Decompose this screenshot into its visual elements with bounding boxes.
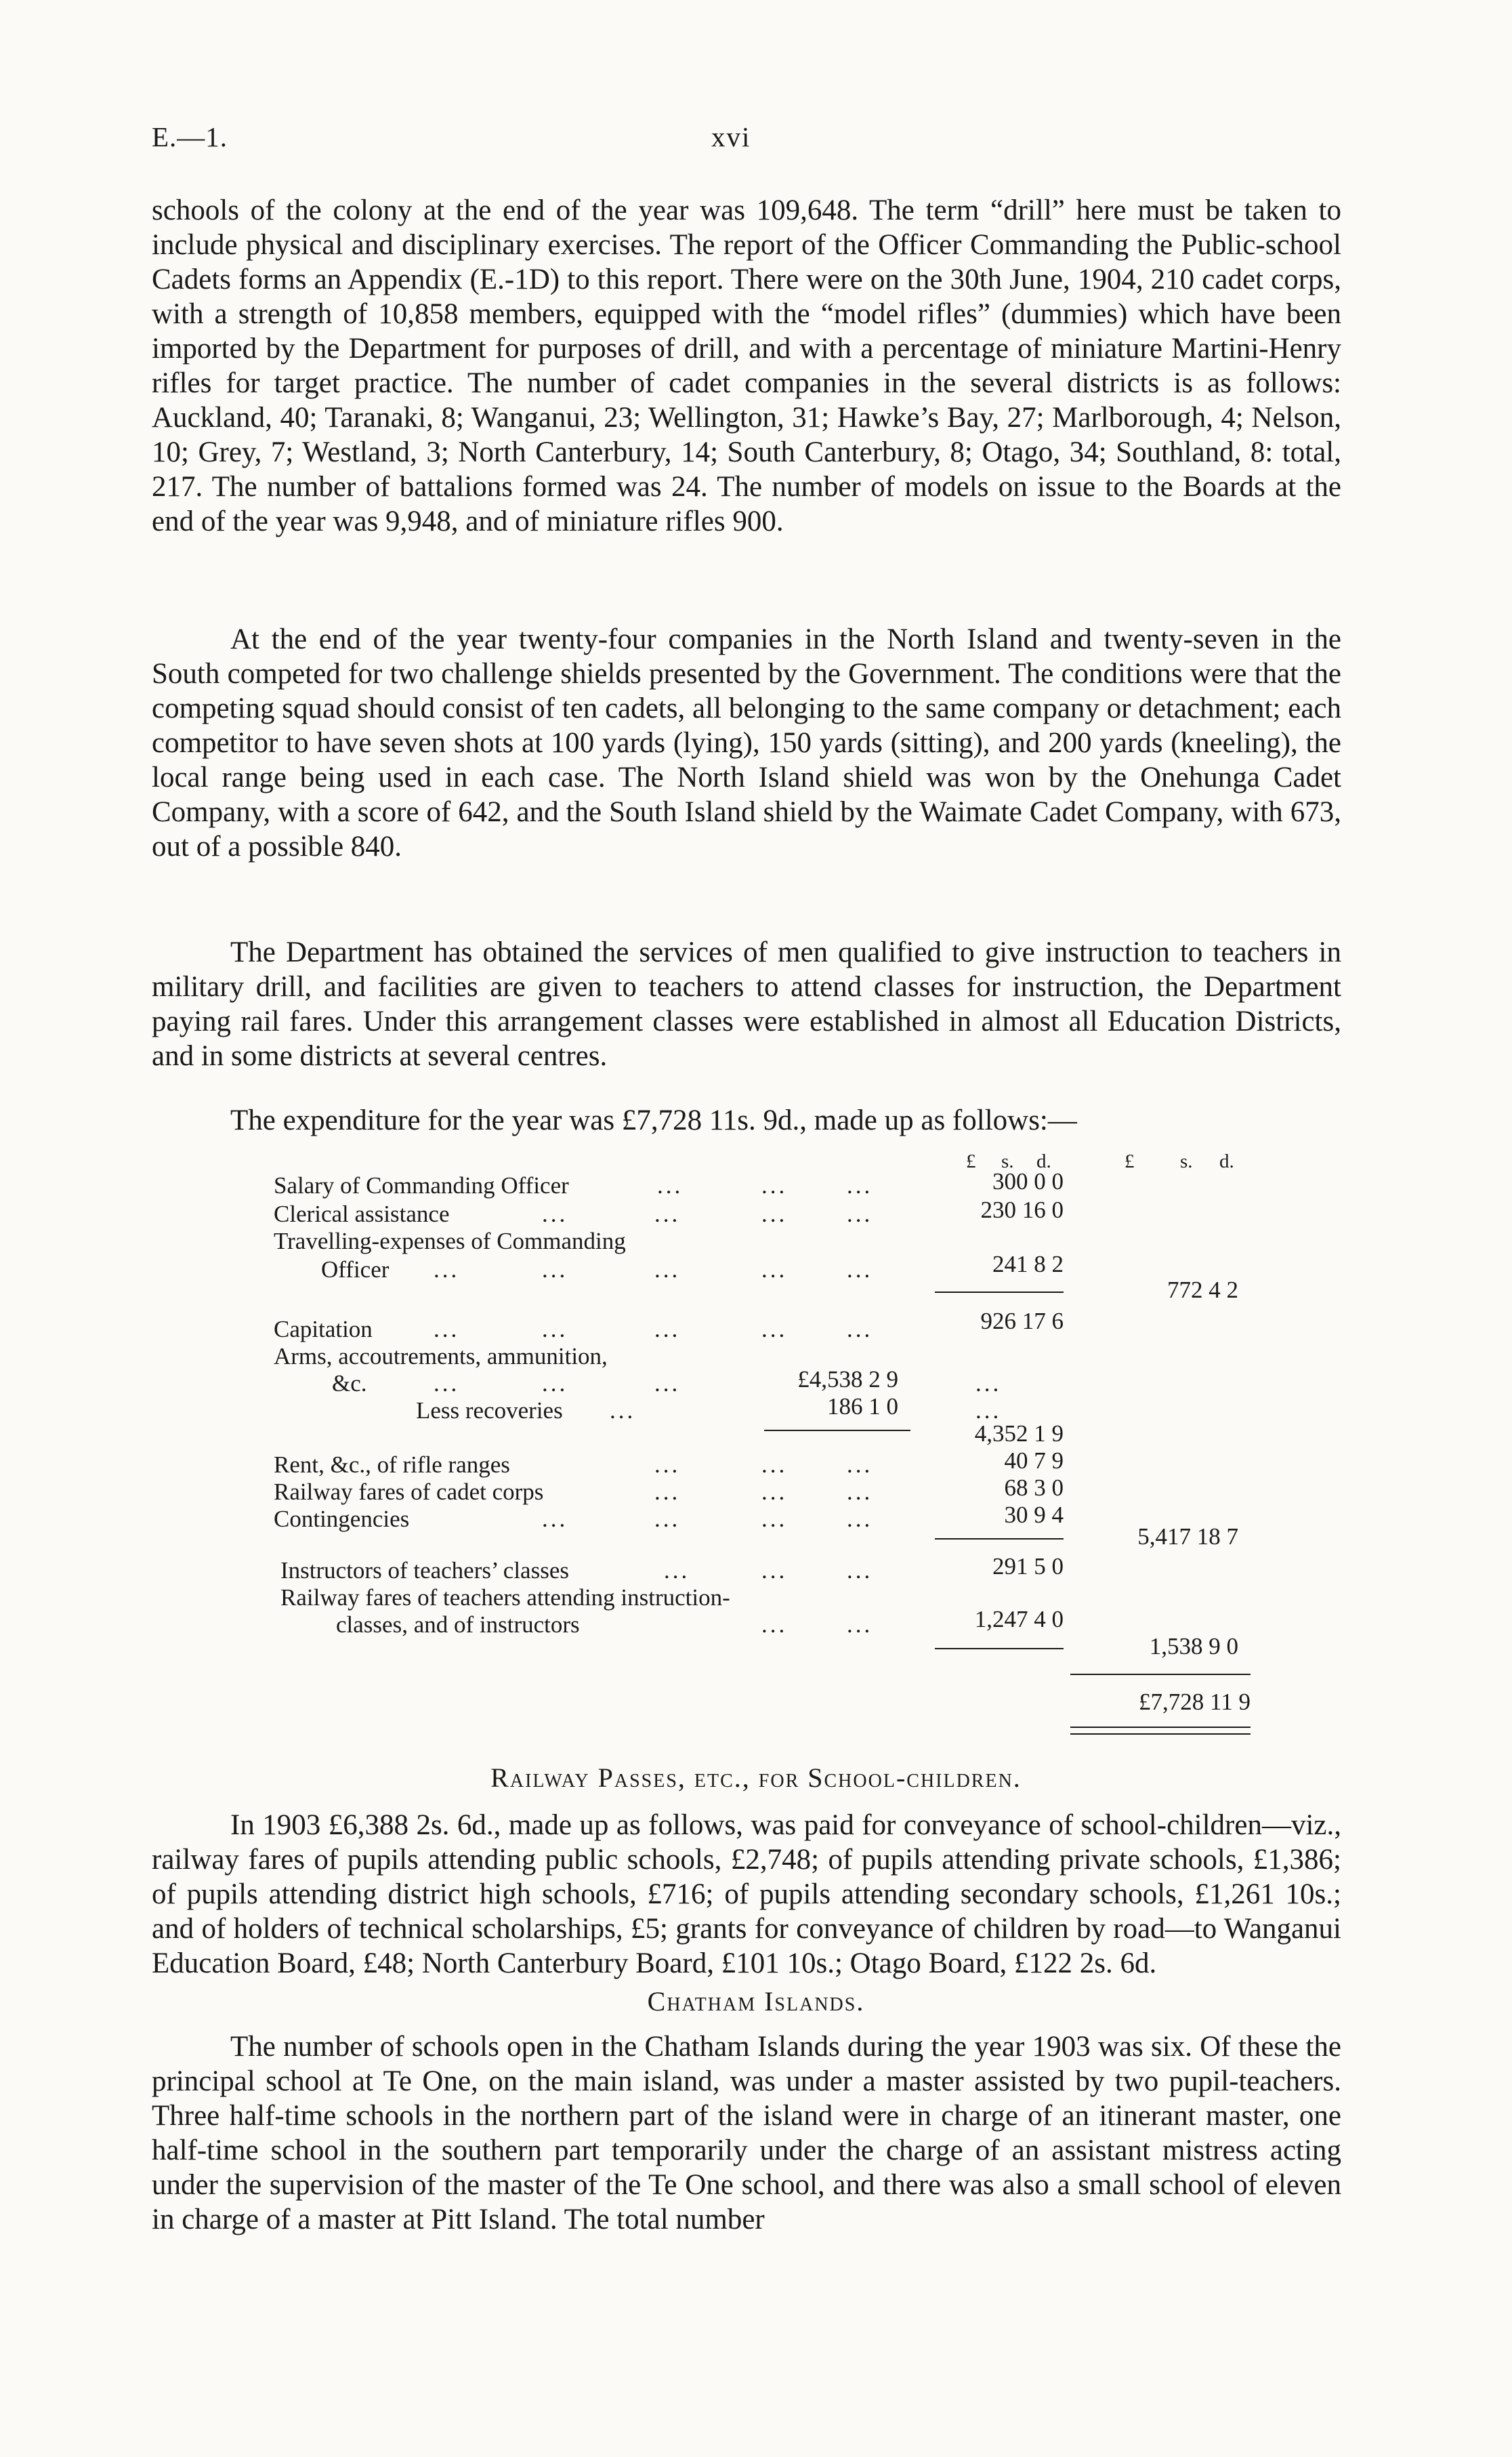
section-heading-railway: Railway Passes, etc., for School-children. — [490, 1762, 1022, 1793]
row-label: Rent, &c., of rifle ranges — [274, 1451, 510, 1478]
paragraph-railway — [152, 1808, 1341, 1981]
amount: 300 0 0 — [992, 1168, 1064, 1195]
amount: 40 7 9 — [1004, 1447, 1064, 1474]
leader-dots: ... — [542, 1201, 568, 1227]
leader-dots: ... — [847, 1316, 873, 1342]
amount: 230 16 0 — [980, 1197, 1064, 1223]
paragraph-expenditure-intro — [152, 1103, 1341, 1138]
leader-dots: ... — [847, 1201, 873, 1227]
inner-amount: £4,538 2 9 — [797, 1366, 898, 1392]
leader-dots: ... — [542, 1506, 568, 1532]
leader-dots: ... — [657, 1172, 684, 1199]
leader-dots: ... — [761, 1316, 788, 1342]
paragraph-text: The Department has obtained the services of men qualified to give instruction to teachers in military drill, and facilities are given to teachers to attend classes for instruction, the Department paying rail fares. Under this arrangement classes were established in almost all Education Districts, and in some districts at several centres. — [152, 936, 1341, 1072]
leader-dots: ... — [434, 1370, 460, 1397]
paragraph-text: The expenditure for the year was £7,728 11s. 9d., made up as follows:— — [230, 1104, 1077, 1136]
paragraph-instruction — [152, 935, 1341, 1073]
row-label: Railway fares of teachers attending instruction- — [280, 1584, 730, 1611]
amount: 1,247 4 0 — [974, 1606, 1064, 1632]
leader-dots: ... — [847, 1611, 873, 1638]
col-head-pence: d. — [1219, 1151, 1234, 1172]
leader-dots: ... — [610, 1397, 636, 1424]
leader-dots: ... — [761, 1479, 788, 1505]
row-label: Railway fares of cadet corps — [274, 1479, 544, 1505]
leader-dots: ... — [847, 1557, 873, 1584]
leader-dots: ... — [847, 1451, 873, 1478]
page-reference: E.—1. — [152, 121, 228, 152]
row-label: Instructors of teachers’ classes — [280, 1557, 569, 1584]
col-head-pounds: £ — [1125, 1151, 1135, 1172]
row-label: Clerical assistance — [274, 1201, 450, 1227]
amount: 4,352 1 9 — [974, 1420, 1064, 1447]
total-rule-top — [1070, 1674, 1251, 1675]
leader-dots: ... — [654, 1316, 681, 1342]
leader-dots: ... — [847, 1256, 873, 1283]
subtotal: 1,538 9 0 — [1149, 1633, 1238, 1659]
paragraph-cadets — [152, 193, 1341, 539]
leader-dots: ... — [761, 1451, 788, 1478]
leader-dots: ... — [654, 1370, 681, 1397]
leader-dots: ... — [434, 1256, 460, 1283]
col-head-pounds: £ — [966, 1151, 976, 1172]
leader-dots: ... — [975, 1370, 1002, 1397]
row-label: Capitation — [274, 1316, 373, 1342]
amount: 30 9 4 — [1004, 1502, 1064, 1528]
row-label: Salary of Commanding Officer — [274, 1172, 569, 1199]
paragraph-chatham — [152, 2029, 1341, 2237]
subtotal-rule — [935, 1292, 1064, 1293]
leader-dots: ... — [847, 1172, 873, 1199]
leader-dots: ... — [847, 1479, 873, 1505]
col-head-shillings: s. — [1180, 1151, 1193, 1172]
row-label: Contingencies — [274, 1506, 410, 1532]
leader-dots: ... — [654, 1201, 681, 1227]
leader-dots: ... — [654, 1256, 681, 1283]
leader-dots: ... — [761, 1201, 788, 1227]
paragraph-shields — [152, 622, 1341, 864]
leader-dots: ... — [664, 1557, 690, 1584]
leader-dots: ... — [434, 1316, 460, 1342]
leader-dots: ... — [542, 1256, 568, 1283]
col-head-pence: d. — [1036, 1151, 1051, 1172]
subtotal-rule — [935, 1648, 1064, 1649]
row-label: Arms, accoutrements, ammunition, — [274, 1343, 608, 1369]
subtotal: 772 4 2 — [1167, 1277, 1238, 1303]
paragraph-text: In 1903 £6,388 2s. 6d., made up as follows, was paid for conveyance of school-children—viz., railway fares of pupils attending public schools, £2,748; of pupils attending private schools, £1,386; of pupils attending district high schools, £716; of pupils attending secondary schools, £1,261 10s.; and of holders of technical scholarships, £5; grants for conveyance of children by road—to Wanganui Education Board, £48; North Canterbury Board, £101 10s.; Otago Board, £122 2s. 6d. — [152, 1809, 1341, 1979]
amount: 291 5 0 — [992, 1553, 1064, 1580]
row-label: classes, and of instructors — [336, 1611, 580, 1638]
leader-dots: ... — [975, 1397, 1002, 1424]
section-heading-chatham: Chatham Islands. — [647, 1986, 865, 2017]
row-label: &c. — [332, 1370, 367, 1397]
col-head-shillings: s. — [1001, 1151, 1014, 1172]
paragraph-text: The number of schools open in the Chatham Islands during the year 1903 was six. Of these the principal school at Te One, on the main island, was under a master assisted by two pupil-teachers. Three half-time schools in the northern part of the island were in charge of an itinerant master, one half-time school in the southern part temporarily under the charge of an assistant mistress acting under the supervision of the master of the Te One school, and there was also a small school of eleven in charge of a master at Pitt Island. The total number — [152, 2031, 1341, 2235]
leader-dots: ... — [761, 1506, 788, 1532]
paragraph-text: At the end of the year twenty-four companies in the North Island and twenty-seven in the South competed for two challenge shields presented by the Government. The conditions were that the competing squad should consist of ten cadets, all belonging to the same company or detachment; each competitor to have seven shots at 100 yards (lying), 150 yards (sitting), and 200 yards (kneeling), the local range being used in each case. The North Island shield was won by the Onehunga Cadet Company, with a score of 642, and the South Island shield by the Waimate Cadet Company, with 673, out of a possible 840. — [152, 623, 1341, 863]
leader-dots: ... — [542, 1316, 568, 1342]
leader-dots: ... — [542, 1370, 568, 1397]
page-number: xvi — [711, 121, 751, 152]
leader-dots: ... — [654, 1479, 681, 1505]
row-label: Officer — [321, 1256, 390, 1283]
amount: 68 3 0 — [1004, 1474, 1064, 1501]
amount: 926 17 6 — [980, 1308, 1064, 1334]
amount: 241 8 2 — [992, 1251, 1064, 1277]
leader-dots: ... — [761, 1172, 788, 1199]
leader-dots: ... — [761, 1557, 788, 1584]
leader-dots: ... — [654, 1506, 681, 1532]
subtotal-rule — [764, 1430, 910, 1431]
inner-amount: 186 1 0 — [827, 1393, 898, 1420]
leader-dots: ... — [761, 1256, 788, 1283]
leader-dots: ... — [847, 1506, 873, 1532]
leader-dots: ... — [761, 1611, 788, 1638]
subtotal: 5,417 18 7 — [1137, 1523, 1238, 1550]
row-label: Less recoveries — [416, 1397, 563, 1424]
grand-total: £7,728 11 9 — [1139, 1689, 1251, 1715]
paragraph-text: schools of the colony at the end of the year was 109,648. The term “drill” here must be taken to include physical and disciplinary exercises. The report of the Officer Commanding the Public-school Cadets forms an Appendix (E.-1D) to this report. There were on the 30th June, 1904, 210 cadet corps, with a strength of 10,858 members, equipped with the “model rifles” (dummies) which have been imported by the Department for purposes of drill, and with a percentage of miniature Martini-Henry rifles for target practice. The number of cadet companies in the several districts is as follows: Auckland, 40; Taranaki, 8; Wanganui, 23; Wellington, 31; Hawke’s Bay, 27; Marlborough, 4; Nelson, 10; Grey, 7; Westland, 3; North Canterbury, 14; South Canterbury, 8; Otago, 34; Southland, 8: total, 217. The number of battalions formed was 24. The number of models on issue to the Boards at the end of the year was 9,948, and of miniature rifles 900. — [152, 194, 1341, 537]
row-label: Travelling-expenses of Commanding — [274, 1228, 626, 1254]
total-rule-double-2 — [1070, 1733, 1251, 1735]
leader-dots: ... — [654, 1451, 681, 1478]
subtotal-rule — [935, 1538, 1064, 1540]
total-rule-double-1 — [1070, 1727, 1251, 1728]
